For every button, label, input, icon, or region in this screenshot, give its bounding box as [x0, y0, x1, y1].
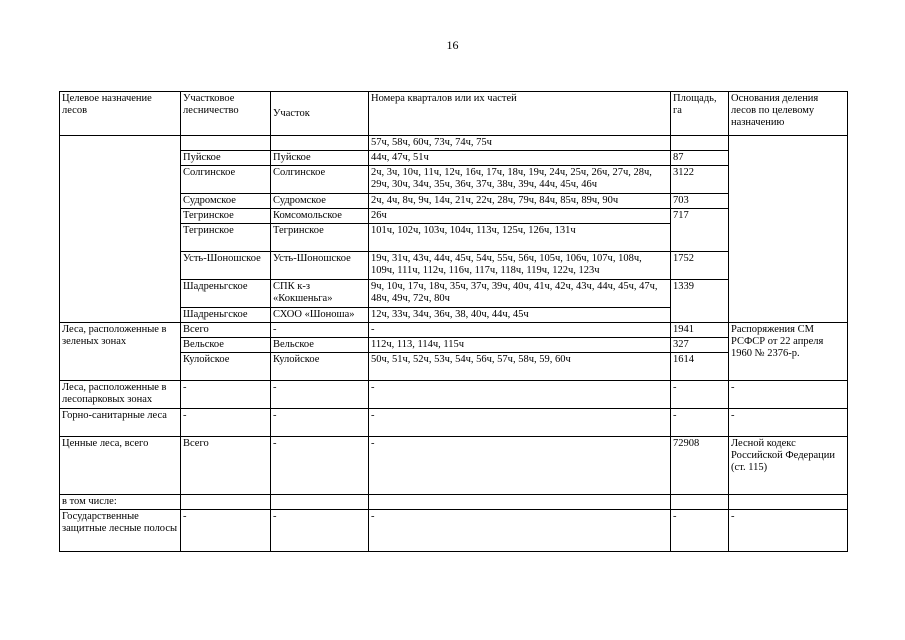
cell-uchastok: СПК к-з «Кокшеньга» [271, 280, 369, 308]
cell-osnovaniya: Распоряжения СМ РСФСР от 22 апреля 1960 № 2376-р. [729, 323, 848, 381]
cell-uchastok [271, 136, 369, 151]
cell-ploshchad: 327 [671, 338, 729, 353]
cell-kvartaly: 2ч, 4ч, 8ч, 9ч, 14ч, 21ч, 22ч, 28ч, 79ч, 84ч, 85ч, 89ч, 90ч [369, 194, 671, 209]
table-row [60, 381, 848, 409]
cell-uchastok: СХОО «Шоноша» [271, 308, 369, 323]
cell-lesnichestvo: Всего [181, 437, 271, 495]
page-number: 16 [446, 38, 459, 52]
cell-uchastok [271, 495, 369, 510]
cell-ploshchad: 703 [671, 194, 729, 209]
cell-uchastok: Вельское [271, 338, 369, 353]
cell-kvartaly: - [369, 510, 671, 552]
cell-ploshchad: 87 [671, 151, 729, 166]
table-row [60, 136, 848, 151]
cell-ploshchad: 72908 [671, 437, 729, 495]
cell-uchastok: Тегринское [271, 224, 369, 252]
cell-kvartaly: 9ч, 10ч, 17ч, 18ч, 35ч, 37ч, 39ч, 40ч, 41ч, 42ч, 43ч, 44ч, 45ч, 47ч, 48ч, 49ч, 72ч, 80ч [369, 280, 671, 308]
cell-uchastok: - [271, 409, 369, 437]
cell-naznachenie: Государственные защитные лесные полосы [60, 510, 181, 552]
table-row [60, 495, 848, 510]
cell-lesnichestvo: Вельское [181, 338, 271, 353]
cell-osnovaniya [729, 136, 848, 323]
cell-kvartaly: 12ч, 33ч, 34ч, 36ч, 38, 40ч, 44ч, 45ч [369, 308, 671, 323]
cell-ploshchad: - [671, 510, 729, 552]
cell-ploshchad: 1339 [671, 280, 729, 323]
cell-kvartaly [369, 495, 671, 510]
cell-osnovaniya: - [729, 510, 848, 552]
cell-naznachenie: в том числе: [60, 495, 181, 510]
cell-lesnichestvo: - [181, 381, 271, 409]
cell-lesnichestvo: Тегринское [181, 224, 271, 252]
table-row [60, 437, 848, 495]
cell-osnovaniya: Лесной кодекс Российской Федерации (ст. 115) [729, 437, 848, 495]
header-lesnichestvo: Участковое лесничество [181, 92, 271, 136]
cell-naznachenie [60, 136, 181, 323]
cell-uchastok: - [271, 381, 369, 409]
header-uchastok: Участок [271, 92, 369, 136]
cell-naznachenie: Леса, расположенные в зеленых зонах [60, 323, 181, 381]
cell-kvartaly: 57ч, 58ч, 60ч, 73ч, 74ч, 75ч [369, 136, 671, 151]
cell-lesnichestvo: - [181, 409, 271, 437]
cell-kvartaly: - [369, 381, 671, 409]
cell-lesnichestvo: Шадреньгское [181, 308, 271, 323]
cell-ploshchad: 1752 [671, 252, 729, 280]
cell-uchastok: Судромское [271, 194, 369, 209]
table-row [60, 510, 848, 552]
cell-uchastok: - [271, 323, 369, 338]
cell-lesnichestvo: Пуйское [181, 151, 271, 166]
cell-lesnichestvo: - [181, 510, 271, 552]
header-osnovaniya: Основания деления лесов по целевому назначению [729, 92, 848, 136]
cell-naznachenie: Ценные леса, всего [60, 437, 181, 495]
table-row [60, 323, 848, 338]
cell-kvartaly: 26ч [369, 209, 671, 224]
cell-osnovaniya [729, 495, 848, 510]
cell-ploshchad: 1941 [671, 323, 729, 338]
cell-uchastok: Пуйское [271, 151, 369, 166]
table-header-row [60, 92, 848, 136]
cell-osnovaniya: - [729, 409, 848, 437]
cell-ploshchad: 717 [671, 209, 729, 252]
cell-lesnichestvo [181, 136, 271, 151]
cell-ploshchad: 3122 [671, 166, 729, 194]
cell-lesnichestvo: Тегринское [181, 209, 271, 224]
table-row [60, 409, 848, 437]
cell-kvartaly: - [369, 323, 671, 338]
header-naznachenie: Целевое назначение лесов [60, 92, 181, 136]
cell-lesnichestvo: Судромское [181, 194, 271, 209]
cell-ploshchad: - [671, 381, 729, 409]
cell-ploshchad: 1614 [671, 353, 729, 381]
cell-kvartaly: - [369, 437, 671, 495]
header-kvartaly: Номера кварталов или их частей [369, 92, 671, 136]
cell-lesnichestvo: Усть-Шоношское [181, 252, 271, 280]
cell-kvartaly: 112ч, 113, 114ч, 115ч [369, 338, 671, 353]
cell-uchastok: Комсомольское [271, 209, 369, 224]
header-ploshchad: Площадь, га [671, 92, 729, 136]
cell-lesnichestvo: Кулойское [181, 353, 271, 381]
cell-kvartaly: 19ч, 31ч, 43ч, 44ч, 45ч, 54ч, 55ч, 56ч, 105ч, 106ч, 107ч, 108ч, 109ч, 111ч, 112ч, 116ч, 117ч, 118ч, 119ч, 122ч, 123ч [369, 252, 671, 280]
cell-uchastok: Кулойское [271, 353, 369, 381]
cell-uchastok: Усть-Шоношское [271, 252, 369, 280]
cell-kvartaly: 50ч, 51ч, 52ч, 53ч, 54ч, 56ч, 57ч, 58ч, 59, 60ч [369, 353, 671, 381]
cell-naznachenie: Леса, расположенные в лесопарковых зонах [60, 381, 181, 409]
cell-kvartaly: 101ч, 102ч, 103ч, 104ч, 113ч, 125ч, 126ч, 131ч [369, 224, 671, 252]
cell-osnovaniya: - [729, 381, 848, 409]
cell-uchastok: - [271, 510, 369, 552]
cell-ploshchad: - [671, 409, 729, 437]
cell-uchastok: - [271, 437, 369, 495]
cell-kvartaly: 44ч, 47ч, 51ч [369, 151, 671, 166]
cell-lesnichestvo [181, 495, 271, 510]
cell-naznachenie: Горно-санитарные леса [60, 409, 181, 437]
cell-lesnichestvo: Всего [181, 323, 271, 338]
cell-kvartaly: - [369, 409, 671, 437]
cell-uchastok: Солгинское [271, 166, 369, 194]
cell-ploshchad [671, 495, 729, 510]
cell-kvartaly: 2ч, 3ч, 10ч, 11ч, 12ч, 16ч, 17ч, 18ч, 19ч, 24ч, 25ч, 26ч, 27ч, 28ч, 29ч, 30ч, 34ч, 35ч, 36ч, 37ч, 38ч, 39ч, 44ч, 45ч, 46ч [369, 166, 671, 194]
cell-ploshchad [671, 136, 729, 151]
cell-lesnichestvo: Солгинское [181, 166, 271, 194]
forest-purpose-table [59, 91, 848, 552]
cell-lesnichestvo: Шадреньгское [181, 280, 271, 308]
